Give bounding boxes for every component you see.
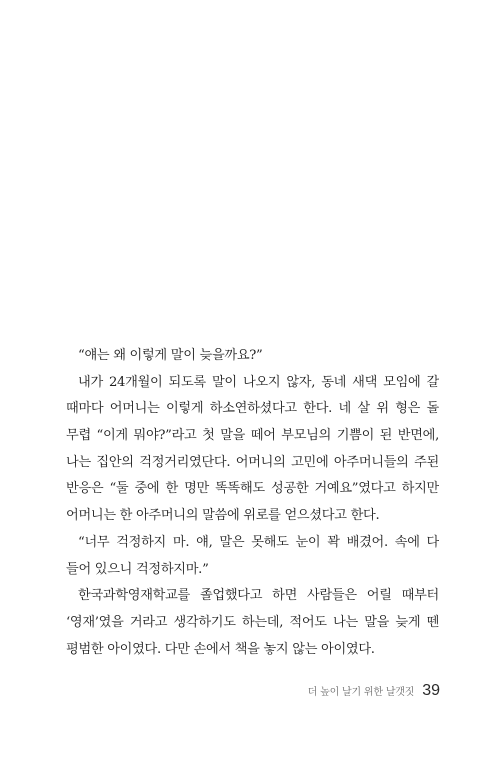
text-line: 들어 있으니 걱정하지마.”	[66, 561, 209, 577]
text-line: ‘영재’였을 거라고 생각하기도 하는데, 적어도 나는 말을 늦게 뗀	[66, 614, 439, 630]
page-number: 39	[422, 682, 440, 699]
body-text	[66, 343, 439, 663]
text-line: “너무 걱정하지 마. 얘, 말은 못해도 눈이 꽉 배겼어. 속에 다	[78, 534, 439, 550]
text-line: 평범한 아이였다. 다만 손에서 책을 놓지 않는 아이였다.	[66, 641, 375, 657]
text-line: 어머니는 한 아주머니의 말씀에 위로를 얻으셨다고 한다.	[66, 508, 380, 524]
text-line: 나는 집안의 걱정거리였단다. 어머니의 고민에 아주머니들의 주된	[66, 454, 439, 470]
running-title: 더 높이 날기 위한 날갯짓	[307, 687, 415, 698]
page-footer	[308, 682, 440, 706]
text-line: 한국과학영재학교를 졸업했다고 하면 사람들은 어릴 때부터	[78, 588, 439, 604]
text-line: 때마다 어머니는 이렇게 하소연하셨다고 한다. 네 살 위 형은 돌	[66, 401, 439, 417]
text-line: “얘는 왜 이렇게 말이 늦을까요?”	[78, 348, 263, 363]
text-line: 내가 24개월이 되도록 말이 나오지 않자, 동네 새댁 모임에 갈	[78, 374, 439, 390]
text-line: 반응은 “둘 중에 한 명만 똑똑해도 성공한 거예요”였다고 하지만	[66, 481, 439, 497]
text-line: 무렵 “이게 뭐야?”라고 첫 말을 떼어 부모님의 기쁨이 된 반면에,	[66, 428, 439, 444]
